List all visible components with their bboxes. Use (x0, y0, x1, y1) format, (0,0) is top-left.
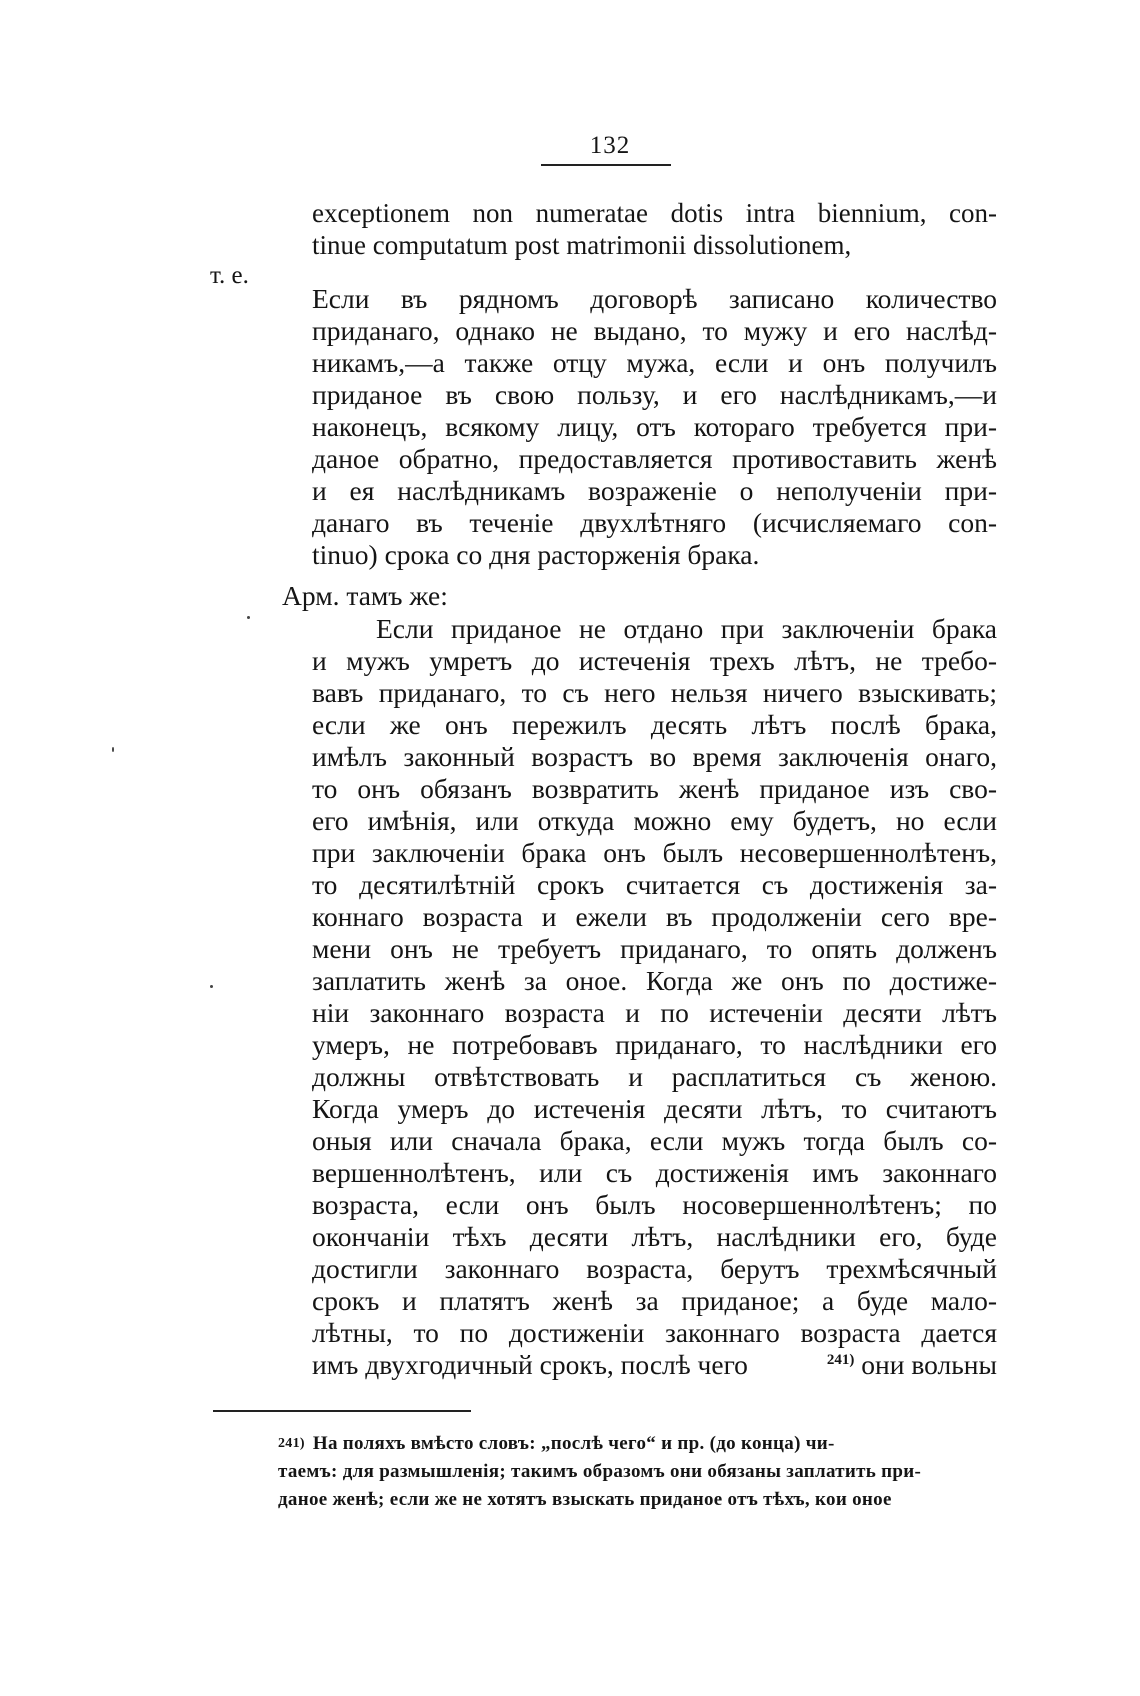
paragraph-line: ніи законнаго возраста и по истеченіи десяти лѣтъ (312, 997, 997, 1028)
paragraph-line: достигли законнаго возраста, берутъ трехмѣсячный (312, 1253, 997, 1284)
last-line-text: имъ двухгодичный срокъ, послѣ чего (312, 1349, 748, 1380)
paragraph-line: если же онъ пережилъ десять лѣтъ послѣ брака, (312, 709, 997, 740)
scan-speck (210, 985, 213, 988)
paragraph-line: приданаго, однако не выдано, то мужу и его наслѣд- (312, 315, 997, 346)
paragraph-line: и мужъ умретъ до истеченія трехъ лѣтъ, не требо- (312, 645, 997, 676)
paragraph-line: должны отвѣтствовать и расплатиться съ женою. (312, 1061, 997, 1092)
section-heading: Арм. тамъ же: (282, 580, 448, 611)
paragraph-line: лѣтны, то по достиженіи законнаго возраста дается (312, 1317, 997, 1348)
paragraph-line: вершеннолѣтенъ, или съ достиженія имъ законнаго (312, 1157, 997, 1188)
last-line-tail: они вольны (861, 1349, 997, 1380)
paragraph-line: данаго въ теченіе двухлѣтняго (исчисляемаго con- (312, 507, 997, 538)
paragraph-line: окончаніи тѣхъ десяти лѣтъ, наслѣдники его, буде (312, 1221, 997, 1252)
paragraph-line: tinuo) срока со дня расторженія брака. (312, 539, 760, 570)
scan-speck (247, 616, 250, 619)
paragraph-line: никамъ,—а также отцу мужа, если и онъ получилъ (312, 347, 997, 378)
paragraph-line: Если въ рядномъ договорѣ записано количество (312, 283, 997, 314)
paragraph-line: коннаго возраста и ежели въ продолженіи сего вре- (312, 901, 997, 932)
footnote-rule (213, 1410, 471, 1412)
paragraph-line: срокъ и платятъ женѣ за приданое; а буде мало- (312, 1285, 997, 1316)
paragraph-line: при заключеніи брака онъ былъ несовершеннолѣтенъ, (312, 837, 997, 868)
paragraph-line: то десятилѣтній срокъ считается съ достиженія за- (312, 869, 997, 900)
paragraph-line: умеръ, не потребовавъ приданаго, то наслѣдники его (312, 1029, 997, 1060)
paragraph-line: Если приданое не отдано при заключеніи брака (376, 613, 997, 644)
paragraph-line: приданое въ свою пользу, и его наслѣдникамъ,—и (312, 379, 997, 410)
footnote-text: На поляхъ вмѣсто словъ: „послѣ чего“ и пр. (до конца) чи- (312, 1433, 835, 1454)
footnote-ref-marker[interactable]: 241) (826, 1351, 855, 1368)
paragraph-line: имѣлъ законный возрастъ во время заключенія онаго, (312, 741, 997, 772)
paragraph-line: возраста, если онъ былъ носовершеннолѣтенъ; по (312, 1189, 997, 1220)
scan-speck (112, 747, 114, 752)
latin-line: exceptionem non numeratae dotis intra biennium, con- (312, 198, 997, 228)
paragraph-line: оныя или сначала брака, если мужъ тогда былъ со- (312, 1125, 997, 1156)
page-number: 132 (589, 132, 631, 159)
footnote-line: таемъ: для размышленія; такимъ образомъ они обязаны заплатить при- (278, 1461, 922, 1482)
latin-line: tinue computatum post matrimonii dissolutionem, (312, 230, 852, 260)
header-rule (541, 164, 671, 166)
paragraph-line: то онъ обязанъ возвратить женѣ приданое изъ сво- (312, 773, 997, 804)
marginal-note: т. е. (210, 262, 249, 289)
paragraph-line: Когда умеръ до истеченія десяти лѣтъ, то считаютъ (312, 1093, 997, 1124)
footnote-reference[interactable] (827, 1349, 997, 1381)
footnote-line: даное женѣ; если же не хотятъ взыскать приданое отъ тѣхъ, кои оное (278, 1489, 892, 1510)
footnote-line (278, 1432, 995, 1456)
paragraph-line: мени онъ не требуетъ приданаго, то опять долженъ (312, 933, 997, 964)
paragraph-line: наконецъ, всякому лицу, отъ котораго требуется при- (312, 411, 997, 442)
paragraph-line: вавъ приданаго, то съ него нельзя ничего взыскивать; (312, 677, 997, 708)
paragraph-last-line (312, 1349, 997, 1381)
footnote-marker: 241) (278, 1436, 305, 1451)
paragraph-line: даное обратно, предоставляется противоставить женѣ (312, 443, 997, 474)
paragraph-line: и ея наслѣдникамъ возраженіе о неполученіи при- (312, 475, 997, 506)
paragraph-line: его имѣнія, или откуда можно ему будетъ, но если (312, 805, 997, 836)
paragraph-line: заплатить женѣ за оное. Когда же онъ по достиже- (312, 965, 997, 996)
